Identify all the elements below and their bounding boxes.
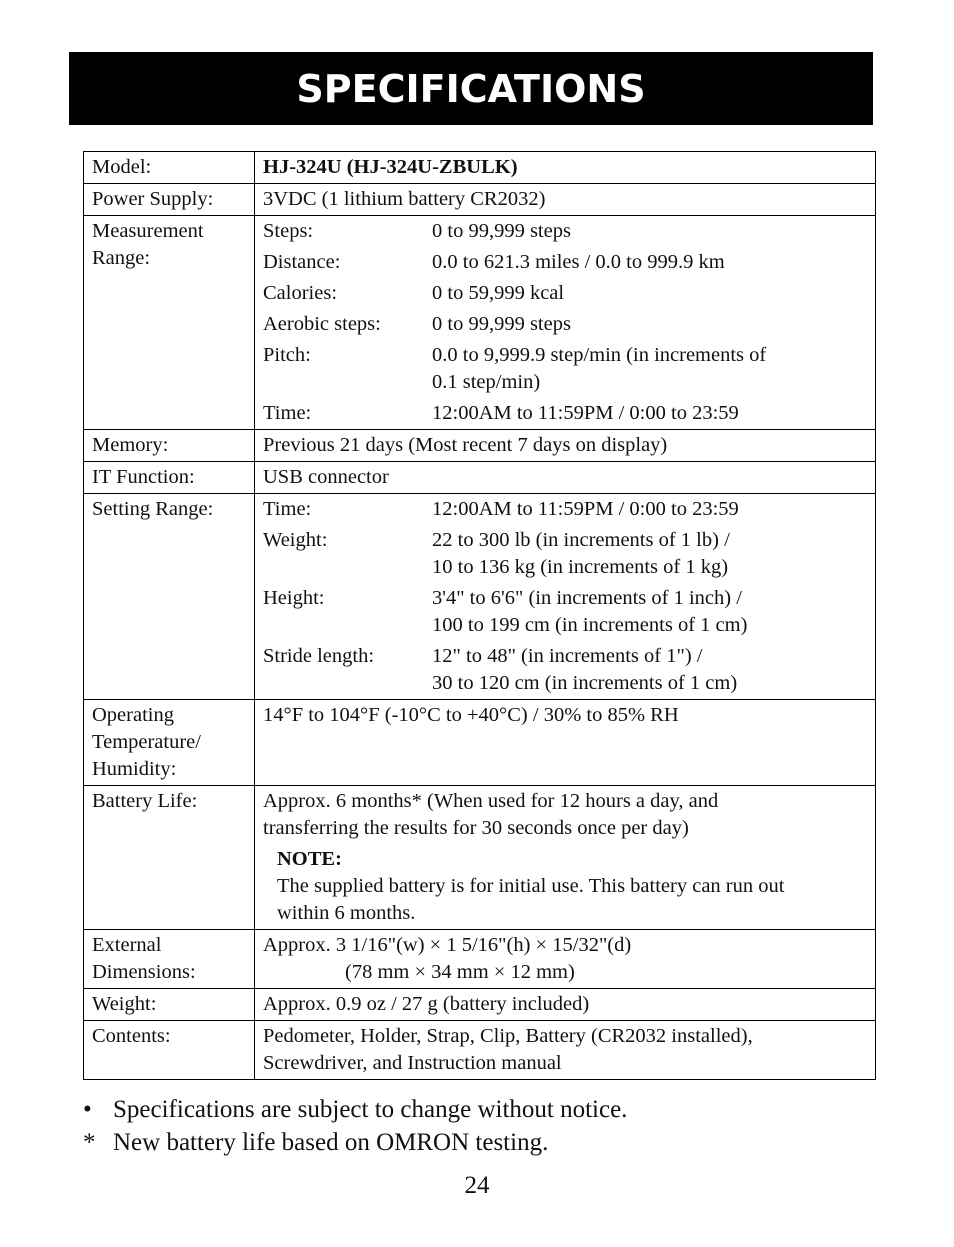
label-operating-temperature bbox=[84, 700, 255, 786]
table-row bbox=[84, 989, 876, 1021]
value-line: (78 mm × 34 mm × 12 mm) bbox=[345, 961, 575, 983]
label-line: Operating bbox=[92, 704, 174, 726]
label-memory: Memory: bbox=[84, 430, 255, 462]
battery-note bbox=[263, 846, 867, 927]
value-line: Pedometer, Holder, Strap, Clip, Battery (CR2032 installed), bbox=[263, 1025, 753, 1047]
note-line: within 6 months. bbox=[277, 902, 416, 924]
table-row bbox=[84, 494, 876, 700]
sub-key: Aerobic steps: bbox=[263, 313, 381, 335]
sub-key: Pitch: bbox=[263, 344, 311, 366]
sub-value: 12:00AM to 11:59PM / 0:00 to 23:59 bbox=[432, 498, 739, 520]
sub-value: 30 to 120 cm (in increments of 1 cm) bbox=[432, 672, 738, 694]
sub-value: 100 to 199 cm (in increments of 1 cm) bbox=[432, 614, 748, 636]
sub-value: 0 to 99,999 steps bbox=[432, 313, 571, 335]
sub-value: 12" to 48" (in increments of 1") / bbox=[432, 645, 703, 667]
asterisk-mark: * bbox=[83, 1129, 96, 1156]
table-row bbox=[84, 184, 876, 216]
label-it-function: IT Function: bbox=[84, 462, 255, 494]
value-external-dimensions bbox=[255, 930, 876, 989]
value-battery-life bbox=[255, 786, 876, 930]
sub-key: Steps: bbox=[263, 220, 314, 242]
page-title: SPECIFICATIONS bbox=[296, 66, 646, 111]
sub-value: 10 to 136 kg (in increments of 1 kg) bbox=[432, 556, 729, 578]
label-line: Measurement bbox=[92, 220, 204, 242]
sub-item bbox=[263, 527, 867, 581]
title-banner bbox=[69, 52, 873, 125]
sub-value: 0.0 to 621.3 miles / 0.0 to 999.9 km bbox=[432, 251, 725, 273]
value-memory: Previous 21 days (Most recent 7 days on display) bbox=[255, 430, 876, 462]
sub-item bbox=[263, 311, 867, 338]
value-model: HJ-324U (HJ-324U-ZBULK) bbox=[255, 152, 876, 184]
label-line: Range: bbox=[92, 247, 151, 269]
sub-value: 22 to 300 lb (in increments of 1 lb) / bbox=[432, 529, 730, 551]
sub-value: 12:00AM to 11:59PM / 0:00 to 23:59 bbox=[432, 402, 739, 424]
table-row bbox=[84, 700, 876, 786]
sub-key: Weight: bbox=[263, 529, 328, 551]
table-row bbox=[84, 1021, 876, 1080]
sub-key: Time: bbox=[263, 498, 312, 520]
sub-item bbox=[263, 218, 867, 245]
sub-value: 0 to 99,999 steps bbox=[432, 220, 571, 242]
sub-key: Height: bbox=[263, 587, 325, 609]
sub-value: 0.0 to 9,999.9 step/min (in increments of bbox=[432, 344, 767, 366]
footnotes bbox=[83, 1093, 627, 1159]
value-it-function: USB connector bbox=[255, 462, 876, 494]
label-measurement-range bbox=[84, 216, 255, 430]
sub-item bbox=[263, 496, 867, 523]
sub-item bbox=[263, 643, 867, 697]
note-line: The supplied battery is for initial use. This battery can run out bbox=[277, 875, 785, 897]
label-line: Dimensions: bbox=[92, 961, 196, 983]
value-setting-range bbox=[255, 494, 876, 700]
table-row bbox=[84, 930, 876, 989]
sub-key: Stride length: bbox=[263, 645, 375, 667]
sub-key: Calories: bbox=[263, 282, 338, 304]
value-line: transferring the results for 30 seconds once per day) bbox=[263, 817, 689, 839]
label-model: Model: bbox=[84, 152, 255, 184]
sub-item bbox=[263, 249, 867, 276]
sub-value: 3'4" to 6'6" (in increments of 1 inch) / bbox=[432, 587, 742, 609]
table-row bbox=[84, 216, 876, 430]
label-power-supply: Power Supply: bbox=[84, 184, 255, 216]
sub-key: Time: bbox=[263, 402, 312, 424]
value-power-supply: 3VDC (1 lithium battery CR2032) bbox=[255, 184, 876, 216]
value-contents bbox=[255, 1021, 876, 1080]
footnote-item bbox=[83, 1093, 627, 1126]
value-line: Screwdriver, and Instruction manual bbox=[263, 1052, 562, 1074]
sub-key: Distance: bbox=[263, 251, 341, 273]
value-line: Approx. 6 months* (When used for 12 hours a day, and bbox=[263, 790, 719, 812]
label-setting-range: Setting Range: bbox=[84, 494, 255, 700]
label-line: Humidity: bbox=[92, 758, 177, 780]
value-operating-temperature: 14°F to 104°F (-10°C to +40°C) / 30% to 85% RH bbox=[255, 700, 876, 786]
value-line: Approx. 3 1/16"(w) × 1 5/16"(h) × 15/32"(d) bbox=[263, 934, 632, 956]
specifications-table bbox=[83, 151, 876, 1080]
table-row bbox=[84, 462, 876, 494]
table-row bbox=[84, 430, 876, 462]
label-battery-life: Battery Life: bbox=[84, 786, 255, 930]
value-measurement-range bbox=[255, 216, 876, 430]
label-line: External bbox=[92, 934, 162, 956]
label-external-dimensions bbox=[84, 930, 255, 989]
label-weight: Weight: bbox=[84, 989, 255, 1021]
footnote-text: Specifications are subject to change without notice. bbox=[113, 1096, 628, 1123]
sub-item bbox=[263, 585, 867, 639]
page-number: 24 bbox=[464, 1172, 490, 1199]
sub-value: 0 to 59,999 kcal bbox=[432, 282, 565, 304]
table-row bbox=[84, 786, 876, 930]
label-contents: Contents: bbox=[84, 1021, 255, 1080]
table-row bbox=[84, 152, 876, 184]
sub-item bbox=[263, 400, 867, 427]
footnote-item bbox=[83, 1126, 627, 1159]
bullet-icon: • bbox=[83, 1096, 92, 1123]
footnote-text: New battery life based on OMRON testing. bbox=[113, 1129, 549, 1156]
sub-item bbox=[263, 280, 867, 307]
label-line: Temperature/ bbox=[92, 731, 201, 753]
value-weight: Approx. 0.9 oz / 27 g (battery included) bbox=[255, 989, 876, 1021]
sub-value: 0.1 step/min) bbox=[432, 371, 541, 393]
sub-item bbox=[263, 342, 867, 396]
note-heading: NOTE: bbox=[277, 848, 342, 870]
